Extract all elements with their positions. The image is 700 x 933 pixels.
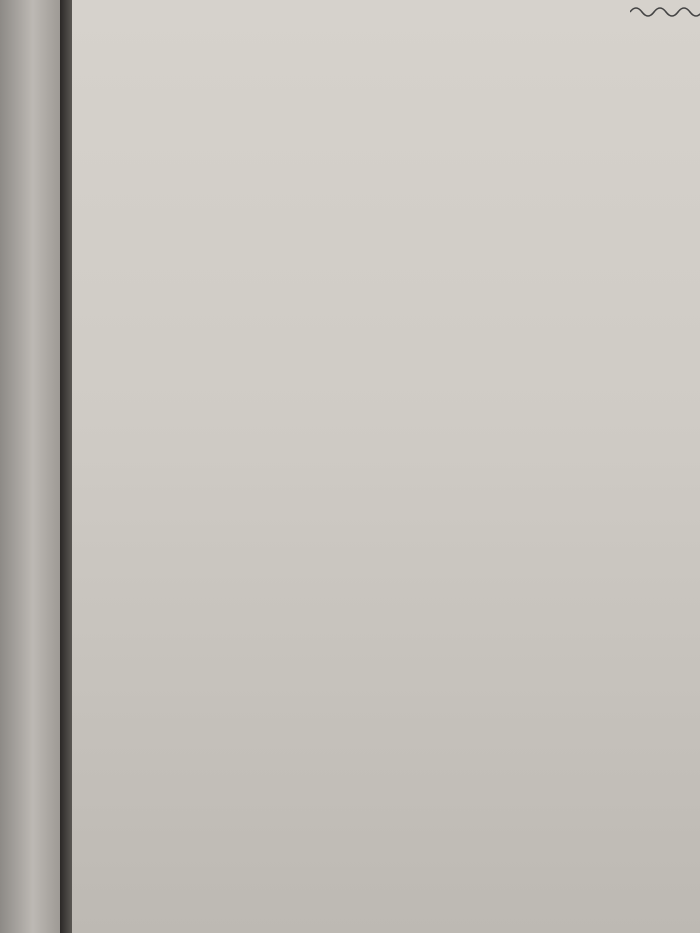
book-page	[72, 0, 700, 933]
book-gutter	[60, 0, 72, 933]
left-page-edge	[0, 0, 60, 933]
corner-decoration-icon	[630, 0, 700, 22]
